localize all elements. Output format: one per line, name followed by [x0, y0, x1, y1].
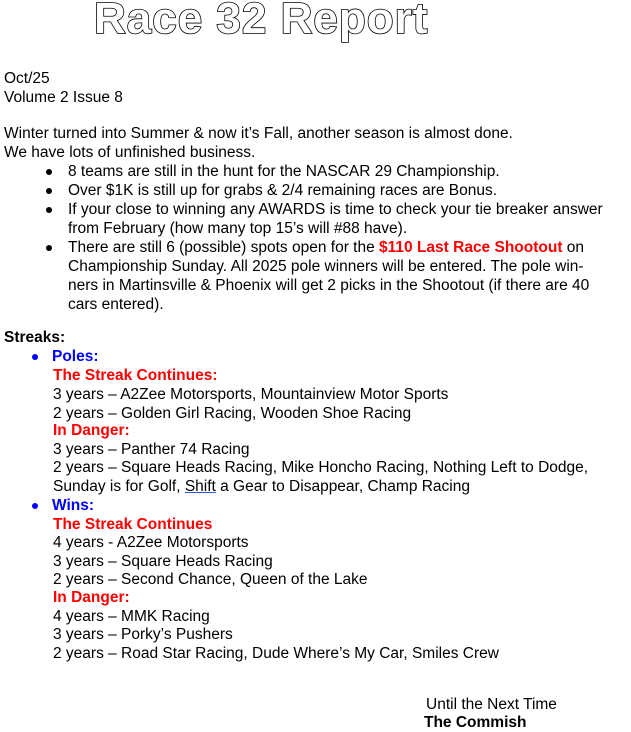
issue-volume: Volume 2 Issue 8 — [4, 89, 123, 106]
shootout-text-end: on — [562, 239, 585, 256]
wins-continues-label: The Streak Continues — [53, 516, 213, 533]
poles-danger-3-text: Sunday is for Golf, — [53, 478, 185, 495]
bullet-championship: 8 teams are still in the hunt for the NASCAR 29 Championship. — [68, 163, 500, 180]
signoff-name: The Commish — [424, 714, 527, 731]
bullet-awards-line-1: If your close to winning any AWARDS is time to check your tie breaker answer — [68, 201, 603, 218]
issue-date: Oct/25 — [4, 70, 50, 87]
streaks-heading: Streaks: — [4, 329, 66, 346]
bullet-shootout-line-3: ners in Martinsville & Phoenix will get 2 picks in the Shootout (if there are 40 — [68, 277, 590, 294]
poles-danger-1: 3 years – Panther 74 Racing — [53, 441, 250, 458]
poles-danger-label: In Danger: — [53, 422, 130, 439]
wins-danger-label: In Danger: — [53, 589, 130, 606]
poles-danger-3-text-end: a Gear to Disappear, Champ Racing — [215, 478, 470, 495]
bullet-dot-icon — [46, 188, 52, 194]
bullet-dot-icon — [46, 245, 52, 251]
poles-danger-3 — [53, 477, 470, 496]
wins-continues-3: 2 years – Second Chance, Queen of the Lake — [53, 571, 368, 588]
wins-danger-3: 2 years – Road Star Racing, Dude Where’s My Car, Smiles Crew — [53, 645, 499, 662]
poles-continues-2: 2 years – Golden Girl Racing, Wooden Shoe Racing — [53, 405, 412, 422]
poles-continues-1: 3 years – A2Zee Motorsports, Mountainview Motor Sports — [53, 386, 449, 403]
shift-link[interactable]: Shift — [184, 478, 216, 495]
shootout-highlight: $110 Last Race Shootout — [379, 239, 563, 256]
signoff-line: Until the Next Time — [426, 696, 557, 713]
intro-line-1: Winter turned into Summer & now it’s Fall, another season is almost done. — [4, 125, 513, 142]
wins-danger-2: 3 years – Porky’s Pushers — [53, 626, 233, 643]
bullet-shootout-line-2: Championship Sunday. All 2025 pole winners will be entered. The pole win- — [68, 258, 584, 275]
bullet-dot-icon — [46, 169, 52, 175]
bullet-awards-line-2: from February (how many top 15’s will #88 have). — [68, 220, 408, 237]
bullet-prize-money: Over $1K is still up for grabs & 2/4 remaining races are Bonus. — [68, 182, 498, 199]
bullet-shootout-line-4: cars entered). — [68, 296, 164, 313]
bullet-dot-icon — [32, 503, 38, 509]
bullet-dot-icon — [46, 207, 52, 213]
poles-label: Poles: — [52, 348, 99, 365]
shootout-text: There are still 6 (possible) spots open for the — [68, 239, 380, 256]
bullet-shootout-line-1 — [68, 238, 584, 257]
wins-continues-2: 3 years – Square Heads Racing — [53, 553, 273, 570]
intro-line-2: We have lots of unfinished business. — [4, 144, 256, 161]
wins-danger-1: 4 years – MMK Racing — [53, 608, 210, 625]
wins-label: Wins: — [52, 497, 95, 514]
page-title: Race 32 Report — [94, 0, 429, 43]
bullet-dot-icon — [32, 354, 38, 360]
poles-continues-label: The Streak Continues: — [53, 367, 218, 384]
wins-continues-1: 4 years - A2Zee Motorsports — [53, 534, 249, 551]
poles-danger-2: 2 years – Square Heads Racing, Mike Honcho Racing, Nothing Left to Dodge, — [53, 459, 589, 476]
